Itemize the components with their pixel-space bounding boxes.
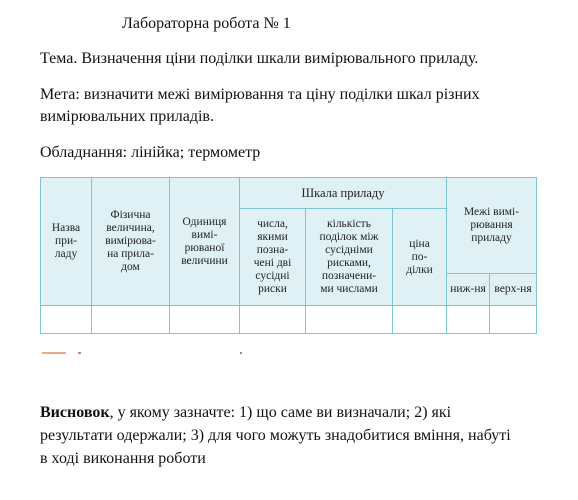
lab-title: Лабораторна робота № 1 [122, 15, 291, 32]
lab-table [40, 177, 537, 334]
header-scale-numbers: числа, якими позна- чені дві сусідні риски [240, 209, 306, 306]
conclusion-line-3: в ході виконання роботи [40, 450, 206, 467]
header-device-name: Назва при- ладу [41, 178, 92, 306]
header-lower-limit: ниж-ня [447, 274, 490, 306]
table-cell[interactable] [490, 306, 537, 334]
table-cell[interactable] [240, 306, 306, 334]
header-division-value: ціна по- ділки [393, 209, 447, 306]
header-unit: Одиниця вимі- рюваної величини [170, 178, 240, 306]
decorative-mark [240, 352, 242, 354]
header-upper-limit: верх-ня [490, 274, 537, 306]
header-limits-group: Межі вимі- рювання приладу [447, 178, 537, 274]
table-cell[interactable] [41, 306, 92, 334]
table-cell[interactable] [92, 306, 170, 334]
topic-line: Тема. Визначення ціни поділки шкали вимірювального приладу. [40, 50, 479, 67]
decorative-mark [78, 352, 81, 354]
conclusion-line-2: результати одержали; 3) для чого можуть знадобитися вміння, набуті [40, 427, 511, 444]
header-physical-quantity: Фізична величина, вимірюва- на прила- дом [92, 178, 170, 306]
decorative-mark [42, 352, 66, 354]
header-scale-group: Шкала приладу [240, 178, 447, 209]
goal-line-2: вимірювальних приладів. [40, 108, 214, 125]
equipment-line: Обладнання: лінійка; термометр [40, 144, 261, 161]
table-cell[interactable] [170, 306, 240, 334]
table-cell[interactable] [447, 306, 490, 334]
conclusion-bold-word: Висновок [40, 404, 110, 421]
table-cell[interactable] [306, 306, 393, 334]
conclusion-line-1: Висновок, у якому зазначте: 1) що саме ви визначали; 2) які [40, 404, 452, 421]
header-scale-divisions: кількість поділок між сусідніми рисками, позначени- ми числами [306, 209, 393, 306]
goal-line-1: Мета: визначити межі вимірювання та ціну поділки шкал різних [40, 86, 480, 103]
table-cell[interactable] [393, 306, 447, 334]
